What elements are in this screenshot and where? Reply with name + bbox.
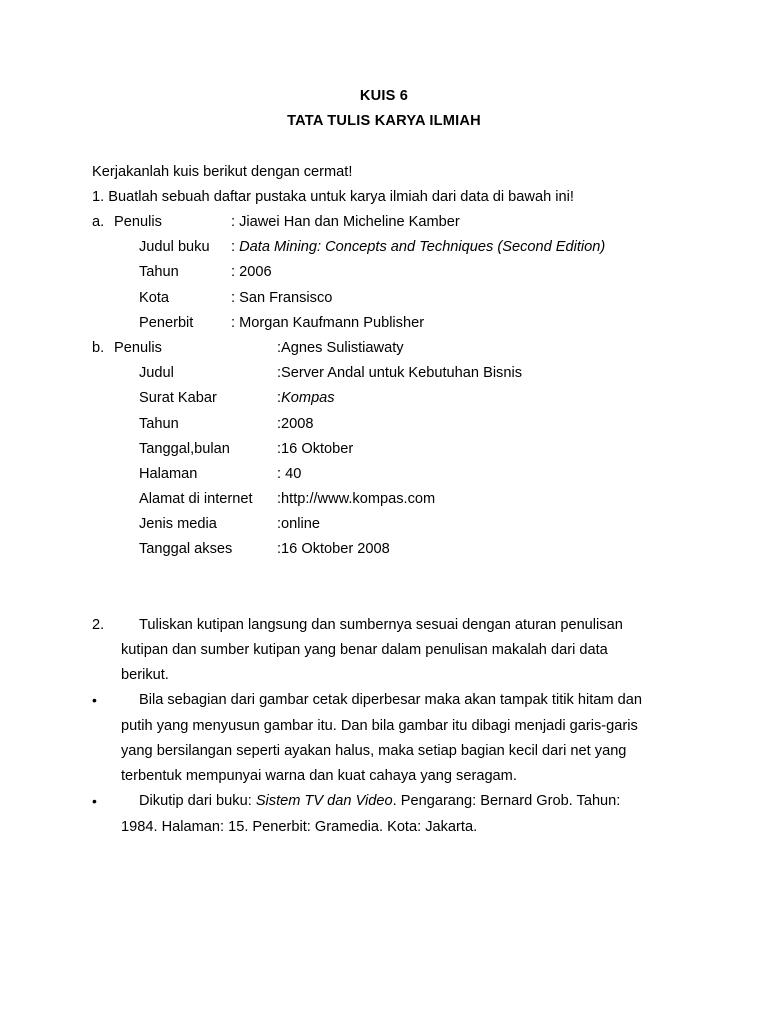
b-row-value: :2008 (277, 416, 314, 432)
a-row-value: : San Fransisco (231, 290, 333, 306)
newspaper-name: Kompas (281, 390, 335, 406)
a-row-value: : Morgan Kaufmann Publisher (231, 315, 425, 331)
bullet-2-prefix: Dikutip dari buku: (139, 793, 256, 809)
a-row-value: : 2006 (231, 264, 272, 280)
b-row-value: :16 Oktober 2008 (277, 541, 390, 557)
bullet-1-line: Bila sebagian dari gambar cetak diperbesar maka akan tampak titik hitam dan (139, 692, 642, 708)
bullet-1-line: putih yang menyusun gambar itu. Dan bila gambar itu dibagi menjadi garis-garis (121, 718, 638, 734)
a-row-label: Tahun (139, 264, 179, 280)
b-row-value: : 40 (277, 466, 302, 482)
b-row-colon: : (277, 390, 282, 406)
question-2-number: 2. (92, 617, 105, 633)
question-2-line: berikut. (121, 667, 169, 683)
book-title: Data Mining: Concepts and Techniques (Second Edition) (239, 239, 606, 255)
bullet-icon: • (92, 793, 97, 809)
question-1-text: 1. Buatlah sebuah daftar pustaka untuk karya ilmiah dari data di bawah ini! (92, 189, 574, 205)
b-row-label: Halaman (139, 466, 198, 482)
b-row-label: Alamat di internet (139, 491, 253, 507)
question-2-line: Tuliskan kutipan langsung dan sumbernya sesuai dengan aturan penulisan (139, 617, 623, 633)
b-row-label: Tahun (139, 416, 179, 432)
b-row-label: Penulis (114, 340, 162, 356)
b-row-value: :http://www.kompas.com (277, 491, 436, 507)
b-row-label: Tanggal akses (139, 541, 233, 557)
b-row-label: Judul (139, 365, 174, 381)
bullet-1-line: terbentuk mempunyai warna dan kuat cahaya yang seragam. (121, 768, 517, 784)
bullet-2-line (139, 792, 620, 810)
b-row-value: :Agnes Sulistiawaty (277, 340, 404, 356)
a-row-value: : Jiawei Han dan Micheline Kamber (231, 214, 460, 230)
b-row-value (277, 389, 335, 407)
b-row-value: :Server Andal untuk Kebutuhan Bisnis (277, 365, 523, 381)
a-row-colon: : (231, 239, 240, 255)
a-row-label: Judul buku (139, 239, 210, 255)
section-a-marker: a. (92, 214, 105, 230)
intro-text: Kerjakanlah kuis berikut dengan cermat! (92, 164, 353, 180)
quiz-subtitle: TATA TULIS KARYA ILMIAH (287, 113, 481, 129)
a-row-label: Penerbit (139, 315, 194, 331)
b-row-label: Surat Kabar (139, 390, 217, 406)
b-row-label: Jenis media (139, 516, 217, 532)
section-b-marker: b. (92, 340, 105, 356)
bullet-2-line: 1984. Halaman: 15. Penerbit: Gramedia. Kota: Jakarta. (121, 819, 478, 835)
question-2-line: kutipan dan sumber kutipan yang benar dalam penulisan makalah dari data (121, 642, 608, 658)
bullet-icon: • (92, 692, 97, 708)
b-row-label: Tanggal,bulan (139, 441, 230, 457)
bullet-2-suffix: . Pengarang: Bernard Grob. Tahun: (392, 793, 621, 809)
a-row-label: Kota (139, 290, 170, 306)
b-row-value: :online (277, 516, 321, 532)
quiz-title: KUIS 6 (359, 88, 409, 104)
a-row-value (231, 238, 605, 256)
a-row-label: Penulis (114, 214, 162, 230)
bullet-1-line: yang bersilangan seperti ayakan halus, maka setiap bagian kecil dari net yang (121, 743, 627, 759)
b-row-value: :16 Oktober (277, 441, 354, 457)
source-book-title: Sistem TV dan Video (255, 793, 393, 809)
